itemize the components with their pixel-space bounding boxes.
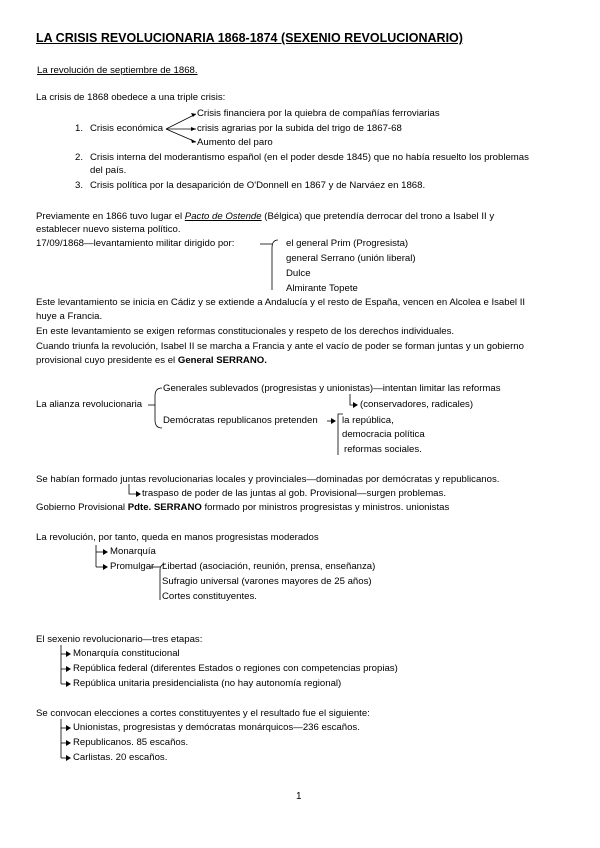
leaders-brace (272, 240, 278, 290)
crisis-econ-item: Crisis financiera por la quiebra de compañías ferroviarias (197, 108, 440, 119)
leader-item: general Serrano (unión liberal) (286, 253, 416, 264)
sexenio-etapa: Monarquía constitucional (73, 648, 180, 659)
ostende-line (36, 211, 494, 223)
democratas-item: democracia política (342, 429, 425, 440)
pacto-ostende-link: Pacto de Ostende (184, 211, 262, 222)
alianza-brace (155, 388, 162, 428)
alianza-democratas: Demócratas republicanos pretenden (163, 415, 318, 426)
alianza-conservadores: (conservadores, radicales) (360, 399, 474, 410)
gobierno-pdte: Pdte. SERRANO (127, 502, 202, 513)
leader-item: el general Prim (Progresista) (286, 238, 409, 249)
revolucion-monarquia: Monarquía (110, 546, 156, 557)
ostende-post: (Bélgica) que pretendía derrocar del trono a Isabel II y (261, 211, 495, 222)
page-title: LA CRISIS REVOLUCIONARIA 1868-1874 (SEXENIO REVOLUCIONARIO) (36, 31, 463, 45)
promulgar-item: Libertad (asociación, reunión, prensa, enseñanza) (162, 561, 376, 572)
crisis-item2-line: Crisis interna del moderantismo español (en el poder desde 1845) que no había resuelto los problemas (90, 152, 529, 163)
juntas-line: Se habían formado juntas revolucionarias locales y provinciales—dominadas por demócratas y republicanos. (36, 474, 500, 485)
leader-item: Dulce (286, 268, 311, 279)
gobierno-pre: Gobierno Provisional (36, 502, 128, 513)
crisis-item2-line: del país. (90, 165, 127, 176)
gobierno-provisional (36, 502, 449, 514)
elecciones-resultado: Republicanos. 85 escaños. (73, 737, 189, 748)
crisis-econ-item: Aumento del paro (197, 137, 273, 148)
crisis-item2-number: 2. (75, 152, 84, 163)
presidente-pre: provisional cuyo presidente es el (36, 355, 178, 366)
juntas-traspaso: traspaso de poder de las juntas al gob. Provisional—surgen problemas. (142, 488, 446, 499)
levantamiento-text: Cuando triunfa la revolución, Isabel II se marcha a Francia y ante el vacío de poder se forman juntas y un gobierno (36, 341, 524, 352)
democratas-item: reformas sociales. (344, 444, 422, 455)
ostende-line2: establecer nuevo sistema político. (36, 224, 181, 235)
crisis-item3-number: 3. (75, 180, 84, 191)
section-subtitle: La revolución de septiembre de 1868. (37, 65, 198, 76)
levantamiento-text: Este levantamiento se inicia en Cádiz y se extiende a Andalucía y el resto de España, vencen en Alcolea e Isabel II (36, 297, 526, 308)
levantamiento-label: 17/09/1868—levantamiento militar dirigido por: (36, 238, 235, 249)
leader-item: Almirante Topete (286, 283, 358, 294)
levantamiento-text (36, 355, 267, 367)
sexenio-intro: El sexenio revolucionario—tres etapas: (36, 634, 203, 645)
sexenio-etapa: República unitaria presidencialista (no hay autonomía regional) (73, 678, 342, 689)
crisis-item3-line: Crisis política por la desaparición de O'Donnell en 1867 y de Narváez en 1868. (90, 180, 426, 191)
revolucion-promulgar: Promulgar (110, 561, 155, 572)
presidente-name: General SERRANO. (177, 355, 267, 366)
promulgar-item: Cortes constituyentes. (162, 591, 257, 602)
elecciones-resultado: Carlistas. 20 escaños. (73, 752, 168, 763)
promulgar-item: Sufragio universal (varones mayores de 25 años) (162, 576, 372, 587)
alianza-generales: Generales sublevados (progresistas y unionistas)—intentan limitar las reformas (163, 383, 501, 394)
ostende-pre: Previamente en 1866 tuvo lugar el (36, 211, 185, 222)
gobierno-post: formado por ministros progresistas y ministros. unionistas (201, 502, 450, 513)
sexenio-etapa: República federal (diferentes Estados o regiones con competencias propias) (73, 663, 398, 674)
levantamiento-text: huye a Francia. (36, 311, 103, 322)
crisis-econ-label: Crisis económica (90, 123, 164, 134)
page-number: 1 (296, 791, 302, 802)
crisis-econ-item: crisis agrarias por la subida del trigo de 1867-68 (197, 123, 402, 134)
democratas-item: la república, (342, 415, 394, 426)
economica-fan (166, 113, 196, 143)
elecciones-intro: Se convocan elecciones a cortes constituyentes y el resultado fue el siguiente: (36, 708, 370, 719)
elecciones-resultado: Unionistas, progresistas y demócratas monárquicos—236 escaños. (73, 722, 360, 733)
revolucion-intro: La revolución, por tanto, queda en manos progresistas moderados (36, 532, 319, 543)
alianza-label: La alianza revolucionaria (36, 399, 143, 410)
crisis-econ-number: 1. (75, 123, 84, 134)
crisis-intro: La crisis de 1868 obedece a una triple crisis: (36, 92, 226, 103)
levantamiento-text: En este levantamiento se exigen reformas constitucionales y respeto de los derechos individuales. (36, 326, 455, 337)
